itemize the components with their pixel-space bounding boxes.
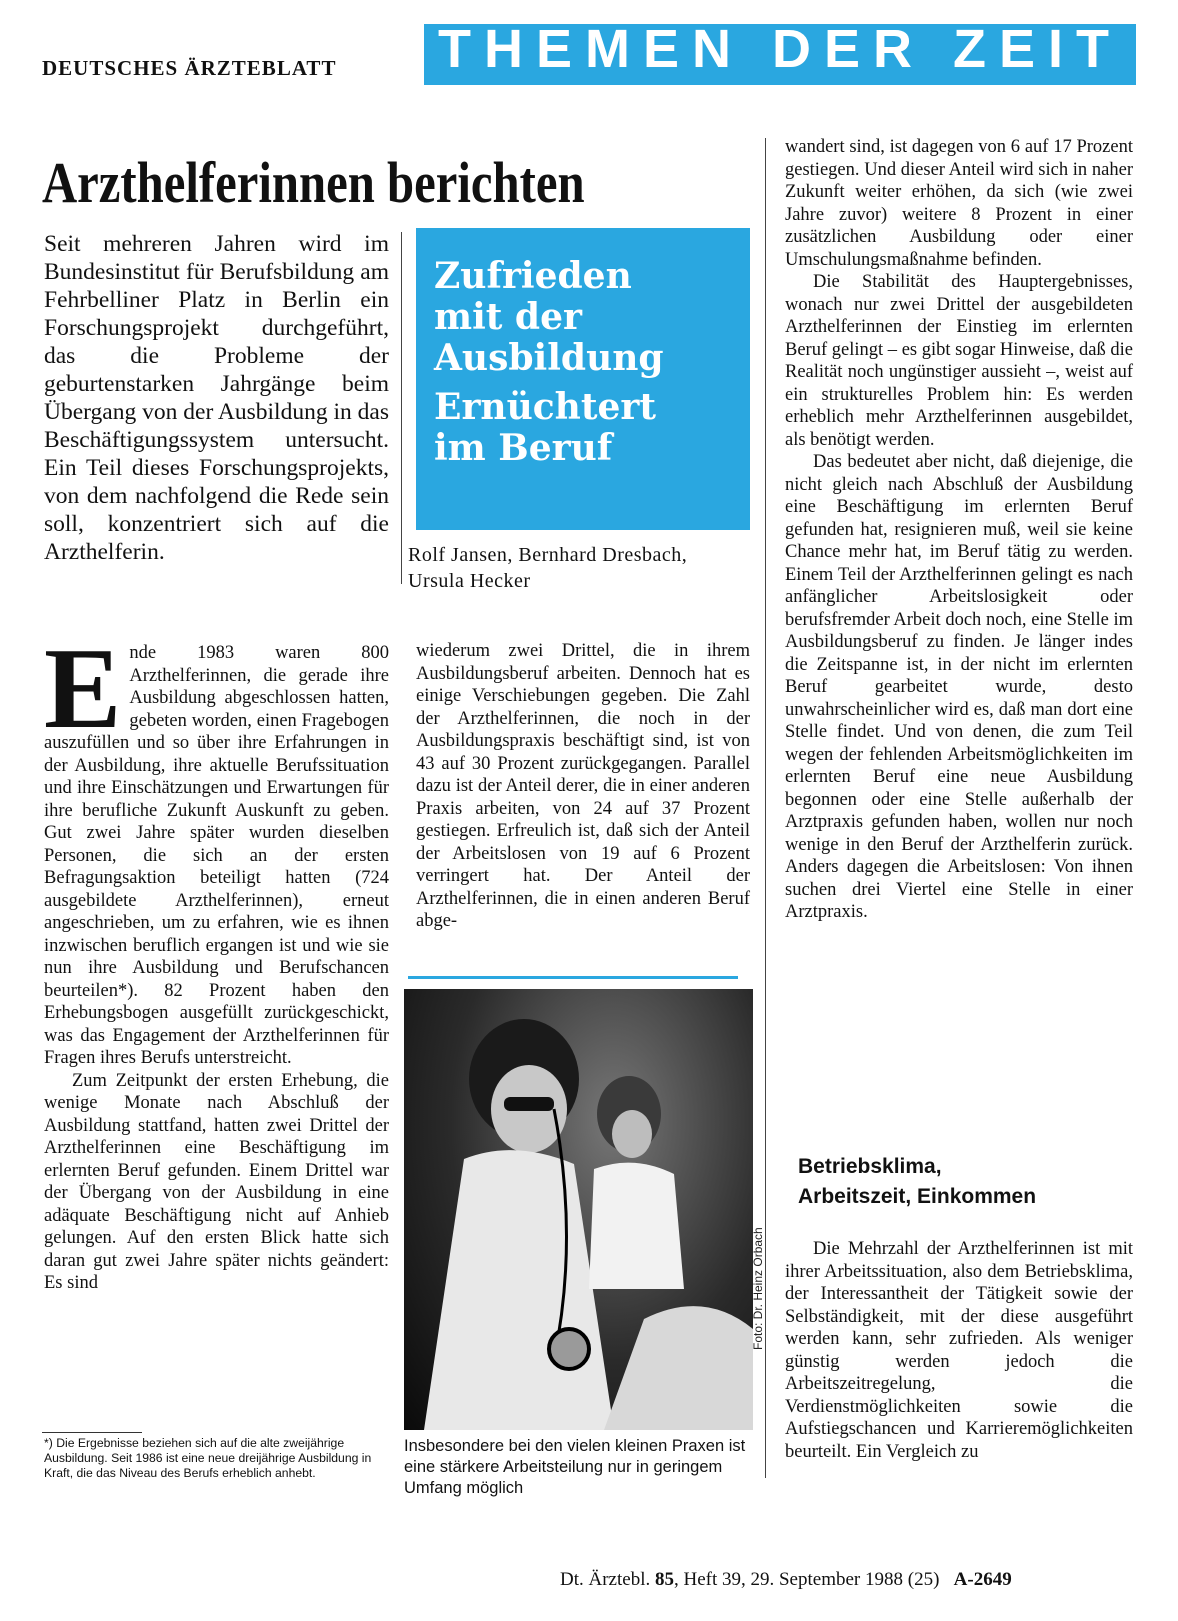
body-text: nde 1983 waren 800 Arzthelferinnen, die gerade ihre Ausbildung abgeschlossen hatten, gebeten worden, einen Fragebogen auszufüllen und so über ihre Erfahrungen in der Ausbildung, ihre aktuelle Berufssituation und ihre Einschätzungen und Erwartungen für ihre berufliche Zukunft Auskunft zu geben. Gut zwei Jahre später wurden dieselben Personen, die sich an der ersten Befragungsaktion beteiligt hatten (724 ausgebildete Arzthelferinnen), erneut angeschrieben, um zu erfahren, wie es ihnen inzwischen beruflich ergangen ist und wie sie nun ihre Ausbildung und Berufschancen beurteilen*). 82 Prozent haben den Erhebungsbogen ausgefüllt zurückgeschickt, was das Engagement der Arzthelferinnen für Fragen ihres Berufs unterstreicht. bbox=[44, 643, 389, 1068]
subtitle-line: im Beruf bbox=[434, 427, 613, 469]
column-rule bbox=[401, 232, 402, 584]
footnote-rule bbox=[42, 1432, 142, 1433]
photo-credit: Foto: Dr. Heinz Orbach bbox=[751, 1227, 765, 1350]
column-rule bbox=[765, 138, 766, 1478]
body-paragraph: Die Mehrzahl der Arzthelferinnen ist mit ihrer Arbeitssituation, also dem Betriebsklima, der Interessantheit der Tätigkeit sowie der Selbständigkeit, mit der diese ausgeführt werden kann, sehr zufrieden. Als weniger günstig werden jedoch die Arbeitszeitregelung, die Verdienstmöglichkeiten sowie die Aufstiegschancen und Karrieremöglichkeiten beurteilt. Ein Vergleich zu bbox=[785, 1239, 1133, 1462]
footer-issue-date: , Heft 39, 29. September 1988 (25) bbox=[673, 1569, 940, 1590]
section-subheading bbox=[798, 1152, 1138, 1212]
authors-line: Rolf Jansen, Bernhard Dresbach, bbox=[408, 544, 688, 566]
body-column-1 bbox=[44, 625, 389, 1295]
headline: Arzthelferinnen berichten bbox=[42, 150, 585, 215]
body-paragraph: Das bedeutet aber nicht, daß diejenige, die nicht gleich nach Abschluß der Ausbildung eine Beschäftigung im erlernten Beruf gefunden hat, resignieren muß, weil sie keine Chance mehr hat, im Beruf tätig zu werden. Einem Teil der Arzthelferinnen gelingt es nach anfänglicher Arbeitslosigkeit oder berufsfremder Arbeit doch noch, eine Stelle im Ausbildungsberuf zu finden. Je länger indes die Zeitspanne ist, in der nicht im erlernten Beruf gearbeitet wurde, desto unwahrscheinlicher wird es, daß man dort eine Stelle findet. Und von denen, die zum Teil wegen der fehlenden Arbeitsmöglichkeiten im erlernten Beruf eine neue Ausbildung begonnen oder eine Stelle außerhalb der Arztpraxis gefunden haben, wollen nur noch wenige in den Beruf der Arzthelferin zurück. Anders dagegen die Arbeitslosen: Von ihnen suchen drei Viertel eine Stelle in einer Arztpraxis. bbox=[785, 452, 1133, 922]
subtitle-line: Zufrieden bbox=[434, 255, 632, 297]
drop-cap: E bbox=[44, 625, 122, 753]
body-paragraph: wandert sind, ist dagegen von 6 auf 17 Prozent gestiegen. Und dieser Anteil wird sich in naher Zukunft weiter erhöhen, da sich (wie zwei Jahre zuvor) weitere 8 Prozent in einer zusätzlichen Ausbildung oder einer Umschulungsmaßnahme befinden. bbox=[785, 137, 1133, 270]
subheading-line: Betriebsklima, bbox=[798, 1155, 942, 1178]
subtitle-box bbox=[416, 228, 750, 530]
subheading-line: Arbeitszeit, Einkommen bbox=[798, 1185, 1037, 1208]
body-column-3 bbox=[785, 136, 1133, 924]
photo bbox=[404, 989, 753, 1430]
subtitle-line: Ernüchtert bbox=[434, 386, 656, 428]
photo-caption: Insbesondere bei den vielen kleinen Praxen ist eine stärkere Arbeitsteilung nur in geringem Umfang möglich bbox=[404, 1437, 746, 1497]
page-number: A-2649 bbox=[953, 1569, 1012, 1590]
body-column-3-continued bbox=[785, 1238, 1133, 1463]
subtitle-line: mit der bbox=[434, 296, 582, 338]
footer-journal: Dt. Ärztebl. bbox=[560, 1569, 651, 1590]
body-paragraph bbox=[44, 625, 389, 1070]
masthead: DEUTSCHES ÄRZTEBLATT bbox=[42, 56, 337, 80]
body-paragraph: Die Stabilität des Hauptergebnisses, wonach nur zwei Drittel der ausgebildeten Arzthelferinnen der Einstieg im erlernten Beruf gelingt – es gibt sogar Hinweise, daß die Realität noch ungünstiger aussieht –, weist auf ein strukturelles Problem hin: Es werden erheblich mehr Arzthelferinnen ausgebildet, als benötigt werden. bbox=[785, 272, 1133, 450]
section-banner: THEMEN DER ZEIT bbox=[424, 24, 1136, 85]
page-footer bbox=[560, 1569, 1012, 1591]
footer-volume: 85 bbox=[654, 1569, 674, 1590]
photo-illustration bbox=[404, 989, 753, 1430]
body-column-2 bbox=[416, 640, 750, 933]
body-paragraph: Zum Zeitpunkt der ersten Erhebung, die wenige Monate nach Abschluß der Ausbildung stattfand, hatten zwei Drittel der Arzthelferinnen eine Beschäftigung im erlernten Beruf gefunden. Einem Drittel war der Übergang von der Ausbildung in eine adäquate Beschäftigung nicht auf Anhieb gelungen. Auf den ersten Blick hatte sich daran gut zwei Jahre später nichts geändert: Es sind bbox=[44, 1070, 389, 1293]
authors bbox=[408, 542, 758, 594]
body-paragraph: wiederum zwei Drittel, die in ihrem Ausbildungsberuf arbeiten. Dennoch hat es einige Verschiebungen gegeben. Die Zahl der Arzthelferinnen, die noch in der Ausbildungspraxis beschäftigt sind, ist von 43 auf 30 Prozent zurückgegangen. Parallel dazu ist der Anteil derer, die in einer anderen Praxis arbeiten, von 24 auf 37 Prozent gestiegen. Erfreulich ist, daß sich der Anteil der Arbeitslosen von 19 auf 6 Prozent verringert hat. Der Anteil der Arzthelferinnen, die in einen anderen Beruf abge- bbox=[416, 641, 750, 931]
subtitle-line: Ausbildung bbox=[434, 337, 664, 379]
photo-top-rule bbox=[408, 976, 738, 979]
footnote: *) Die Ergebnisse beziehen sich auf die alte zweijährige Ausbildung. Seit 1986 ist eine neue dreijährige Ausbildung in Kraft, die das Niveau des Berufs erheblich anhebt. bbox=[44, 1436, 372, 1480]
lead-paragraph: Seit mehreren Jahren wird im Bundesinstitut für Berufsbildung am Fehrbelliner Platz in Berlin ein Forschungsprojekt durchgeführt, das die Probleme der geburtenstarken Jahrgänge beim Übergang von der Ausbildung in das Beschäftigungssystem untersucht. Ein Teil dieses Forschungsprojekts, von dem nachfolgend die Rede sein soll, konzentriert sich auf die Arzthelferin. bbox=[44, 231, 389, 565]
authors-line: Ursula Hecker bbox=[408, 570, 531, 592]
